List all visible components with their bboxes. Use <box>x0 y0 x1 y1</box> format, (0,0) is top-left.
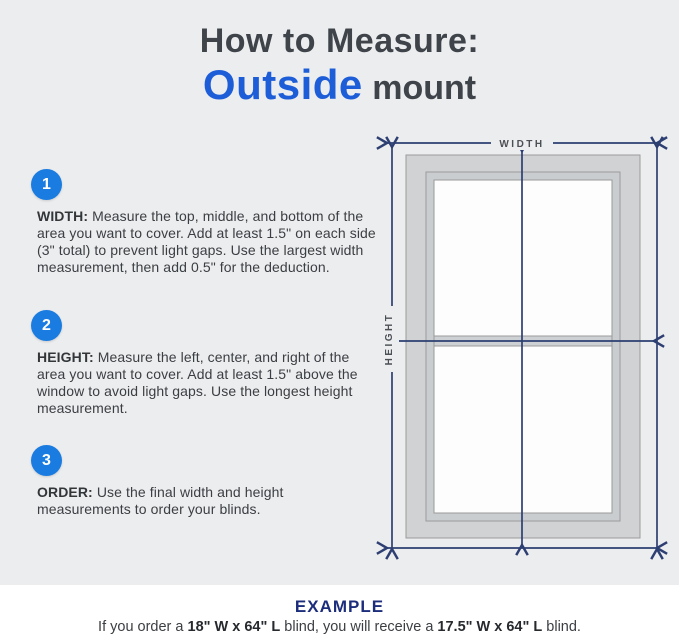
page-title <box>0 24 679 107</box>
example-seg3: blind. <box>542 618 581 635</box>
window-frame-graphic <box>406 155 640 538</box>
height-label: HEIGHT <box>384 312 395 366</box>
example-ordered-size: 18" W x 64" L <box>187 618 281 635</box>
title-line-1: How to Measure: <box>199 22 480 60</box>
title-highlight-outside: Outside <box>202 60 363 108</box>
step-3-label: ORDER: <box>37 484 93 500</box>
example-seg2: blind, you will receive a <box>280 618 438 635</box>
example-heading: EXAMPLE <box>294 596 385 616</box>
example-footer <box>0 585 679 644</box>
title-suffix-mount: mount <box>362 68 477 107</box>
step-2-number-badge: 2 <box>31 310 62 341</box>
step-1-label: WIDTH: <box>37 208 89 224</box>
example-sentence <box>98 619 581 635</box>
step-1-body: Measure the top, middle, and bottom of the area you want to cover. Add at least 1.5" on each side (3" total) to prevent light gaps. Use the largest width measurement, then add 0.5" for the deduction. <box>37 208 376 275</box>
step-1-text <box>37 208 379 276</box>
window-measure-diagram <box>375 128 671 568</box>
title-line-2 <box>0 60 679 108</box>
example-seg1: If you order a <box>98 618 188 635</box>
window-diagram-svg <box>375 128 671 568</box>
step-2-label: HEIGHT: <box>37 349 94 365</box>
step-3-body: Use the final width and height measurements to order your blinds. <box>37 484 284 517</box>
step-2-text <box>37 349 379 417</box>
step-2 <box>31 310 379 417</box>
step-1-number-badge: 1 <box>31 169 62 200</box>
width-label: WIDTH <box>499 139 545 150</box>
step-3-text <box>37 484 379 518</box>
example-received-size: 17.5" W x 64" L <box>437 618 543 635</box>
step-3 <box>31 445 379 518</box>
step-2-body: Measure the left, center, and right of the area you want to cover. Add at least 1.5" above the window to avoid light gaps. Use the longest height measurement. <box>37 349 358 416</box>
step-1 <box>31 169 379 276</box>
step-3-number-badge: 3 <box>31 445 62 476</box>
